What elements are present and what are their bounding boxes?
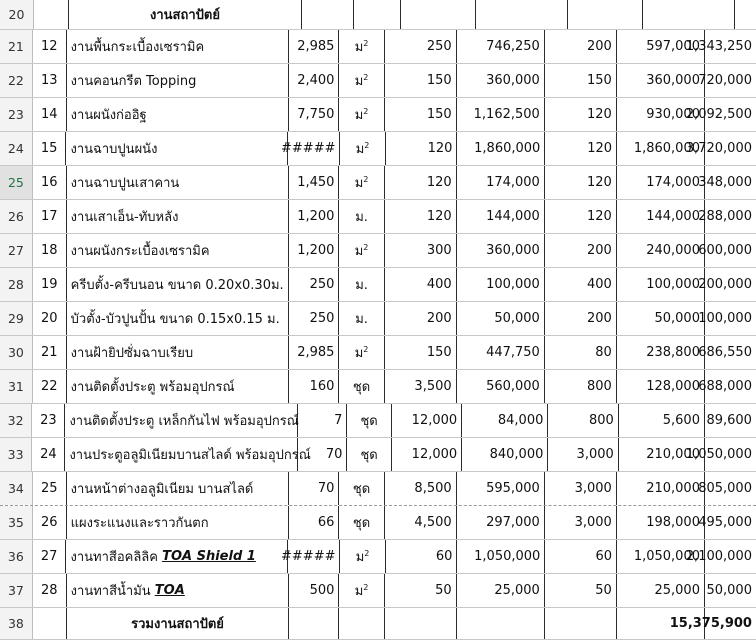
labor-unit-price[interactable]: 50	[545, 574, 617, 607]
row-total[interactable]: 288,000	[698, 209, 752, 224]
quantity[interactable]: 500	[289, 574, 339, 607]
material-total[interactable]: 360,000	[457, 64, 545, 97]
unit-label: ชุด	[360, 448, 378, 463]
table-row[interactable]	[0, 64, 756, 98]
unit[interactable]	[340, 540, 385, 573]
item-description[interactable]: งานฉาบปูนผนัง	[66, 132, 288, 165]
item-number[interactable]: 26	[33, 506, 67, 539]
unit[interactable]	[339, 506, 384, 539]
quantity[interactable]: 1,450	[289, 166, 339, 199]
item-number[interactable]: 14	[33, 98, 67, 131]
unit[interactable]	[339, 234, 384, 267]
material-unit-price[interactable]: 3,500	[385, 370, 457, 403]
material-total[interactable]: 144,000	[457, 200, 545, 233]
quantity[interactable]: 250	[289, 268, 339, 301]
labor-unit-price[interactable]: 3,000	[548, 438, 618, 471]
cell[interactable]	[545, 608, 617, 639]
item-description[interactable]: งานพื้นกระเบื้องเซรามิค	[67, 30, 290, 63]
table-row[interactable]	[0, 302, 756, 336]
row-header[interactable]: 33	[0, 438, 32, 471]
material-unit-price[interactable]: 60	[386, 540, 458, 573]
item-number[interactable]: 12	[33, 30, 67, 63]
summary-label[interactable]: รวมงานสถาปัตย์	[67, 608, 290, 639]
item-number[interactable]: 16	[33, 166, 67, 199]
material-unit-price[interactable]: 200	[385, 302, 457, 335]
item-description[interactable]: งานติดตั้งประตู พร้อมอุปกรณ์	[67, 370, 290, 403]
item-number[interactable]: 18	[33, 234, 67, 267]
cell[interactable]	[385, 608, 457, 639]
cell[interactable]	[735, 0, 756, 29]
unit-exponent: 2	[363, 243, 369, 252]
unit-exponent: 2	[363, 175, 369, 184]
row-total[interactable]: 805,000	[698, 481, 752, 496]
unit-label: ชุด	[352, 482, 371, 497]
unit-label: ม	[354, 244, 364, 259]
labor-total[interactable]: 25,000	[617, 574, 705, 607]
labor-total[interactable]: 50,000	[617, 302, 705, 335]
row-total[interactable]: 2,092,500	[685, 107, 752, 122]
row-header[interactable]: 21	[0, 30, 33, 63]
unit[interactable]	[339, 268, 384, 301]
unit-label: ม.	[355, 312, 368, 327]
unit-exponent: 2	[363, 73, 369, 82]
unit-exponent: 2	[363, 345, 369, 354]
quantity[interactable]: 2,985	[289, 30, 339, 63]
cell[interactable]	[289, 608, 339, 639]
item-description[interactable]: แผงระแนงและราวกันตก	[67, 506, 290, 539]
item-number[interactable]: 25	[33, 472, 67, 505]
quantity[interactable]: #####	[288, 132, 340, 165]
table-row[interactable]	[0, 166, 756, 200]
item-description[interactable]: งานประตูอลูมิเนียมบานสไลด์ พร้อมอุปกรณ์	[65, 438, 298, 471]
unit-label: ม	[354, 176, 364, 191]
labor-unit-price[interactable]: 200	[545, 302, 617, 335]
quantity[interactable]: 1,200	[289, 200, 339, 233]
item-description[interactable]: งานฉาบปูนเสาคาน	[67, 166, 290, 199]
unit[interactable]	[339, 30, 384, 63]
material-unit-price[interactable]: 12,000	[392, 404, 462, 437]
table-row[interactable]	[0, 0, 756, 30]
labor-unit-price[interactable]: 120	[545, 132, 617, 165]
unit-exponent: 2	[364, 141, 370, 150]
cell[interactable]	[568, 0, 643, 29]
item-description[interactable]: งานคอนกรีต Topping	[67, 64, 290, 97]
cell[interactable]	[643, 0, 735, 29]
item-description[interactable]	[66, 540, 288, 573]
item-number[interactable]: 21	[33, 336, 67, 369]
row-header[interactable]: 22	[0, 64, 33, 97]
unit[interactable]	[339, 200, 384, 233]
material-total[interactable]: 1,050,000	[457, 540, 545, 573]
row-header[interactable]: 34	[0, 472, 33, 505]
quantity[interactable]: 160	[289, 370, 339, 403]
item-number[interactable]: 15	[33, 132, 67, 165]
unit-label: ชุด	[352, 516, 371, 531]
item-description[interactable]: งานผนังก่ออิฐ	[67, 98, 290, 131]
labor-total[interactable]: 174,000	[617, 166, 705, 199]
labor-unit-price[interactable]: 150	[545, 64, 617, 97]
labor-total[interactable]: 597,000	[617, 30, 705, 63]
item-number[interactable]: 28	[33, 574, 67, 607]
unit-exponent: 2	[364, 549, 370, 558]
labor-unit-price[interactable]: 120	[545, 98, 617, 131]
material-total[interactable]: 84,000	[462, 404, 548, 437]
cell[interactable]	[401, 0, 476, 29]
material-total[interactable]: 25,000	[457, 574, 545, 607]
unit[interactable]	[339, 64, 384, 97]
table-row[interactable]	[0, 574, 756, 608]
unit-label: ม	[354, 40, 364, 55]
unit[interactable]	[339, 302, 384, 335]
item-description-text: งานทาสีอคลิลิค	[70, 550, 163, 565]
item-description-text: งานทาสีน้ำมัน	[70, 584, 155, 599]
row-header[interactable]: 32	[0, 404, 32, 437]
section-title[interactable]: งานสถาปัตย์	[69, 0, 302, 29]
labor-total[interactable]: 210,000	[619, 438, 705, 471]
row-total[interactable]: 200,000	[698, 277, 752, 292]
summary-row[interactable]	[0, 608, 756, 640]
item-number[interactable]: 23	[32, 404, 65, 437]
row-total[interactable]: 1,050,000	[685, 447, 752, 462]
unit-label: ม	[354, 74, 364, 89]
row-total[interactable]: 720,000	[698, 73, 752, 88]
brand-name: TOA	[154, 583, 185, 598]
material-total[interactable]: 595,000	[457, 472, 545, 505]
material-unit-price[interactable]: 8,500	[385, 472, 457, 505]
unit-exponent: 2	[363, 107, 369, 116]
table-row[interactable]	[0, 234, 756, 268]
material-unit-price[interactable]: 120	[385, 166, 457, 199]
labor-unit-price[interactable]: 200	[545, 234, 617, 267]
item-number[interactable]: 13	[33, 64, 67, 97]
row-total[interactable]: 100,000	[698, 311, 752, 326]
table-row[interactable]	[0, 472, 756, 506]
table-row[interactable]	[0, 404, 756, 438]
item-description[interactable]: บัวตั้ง-บัวปูนปั้น ขนาด 0.15x0.15 ม.	[67, 302, 290, 335]
unit-label: ม	[354, 108, 364, 123]
unit-label: ชุด	[360, 414, 378, 429]
row-header[interactable]: 36	[0, 540, 33, 573]
item-description[interactable]	[67, 574, 290, 607]
labor-unit-price[interactable]: 3,000	[545, 472, 617, 505]
item-description[interactable]: งานผนังกระเบื้องเซรามิค	[67, 234, 290, 267]
labor-unit-price[interactable]: 120	[545, 200, 617, 233]
item-number[interactable]: 17	[33, 200, 67, 233]
unit-label: ม	[355, 550, 365, 565]
table-row[interactable]	[0, 132, 756, 166]
labor-total[interactable]: 128,000	[617, 370, 705, 403]
item-number[interactable]: 20	[33, 302, 67, 335]
row-total[interactable]: 686,550	[698, 345, 752, 360]
quantity[interactable]: 7,750	[289, 98, 339, 131]
item-description[interactable]: งานฝ้ายิปซั่มฉาบเรียบ	[67, 336, 290, 369]
table-row[interactable]	[0, 438, 756, 472]
item-description[interactable]: งานหน้าต่างอลูมิเนียม บานสไลด์	[67, 472, 290, 505]
material-unit-price[interactable]: 4,500	[385, 506, 457, 539]
row-header[interactable]: 29	[0, 302, 33, 335]
unit[interactable]	[339, 574, 384, 607]
unit[interactable]	[339, 370, 384, 403]
material-unit-price[interactable]: 12,000	[392, 438, 462, 471]
material-total[interactable]: 297,000	[457, 506, 545, 539]
labor-total[interactable]: 198,000	[617, 506, 705, 539]
labor-unit-price[interactable]: 200	[545, 30, 617, 63]
material-unit-price[interactable]: 150	[385, 64, 457, 97]
cell[interactable]	[34, 0, 69, 29]
row-total[interactable]: 3,720,000	[685, 141, 752, 156]
material-unit-price[interactable]: 120	[386, 132, 458, 165]
labor-total[interactable]: 5,600	[619, 404, 705, 437]
labor-unit-price[interactable]: 400	[545, 268, 617, 301]
row-total[interactable]: 600,000	[698, 243, 752, 258]
material-unit-price[interactable]: 300	[385, 234, 457, 267]
quantity[interactable]: 70	[289, 472, 339, 505]
material-unit-price[interactable]: 120	[385, 200, 457, 233]
item-number[interactable]: 22	[33, 370, 67, 403]
item-description[interactable]: ครีบตั้ง-ครีบนอน ขนาด 0.20x0.30ม.	[67, 268, 290, 301]
row-total[interactable]: 1,343,250	[685, 39, 752, 54]
quantity[interactable]: 2,400	[289, 64, 339, 97]
row-header[interactable]: 24	[0, 132, 33, 165]
unit[interactable]	[347, 438, 391, 471]
unit-label: ม.	[355, 210, 368, 225]
unit[interactable]	[339, 98, 384, 131]
material-unit-price[interactable]: 150	[385, 336, 457, 369]
quantity[interactable]: 7	[298, 404, 347, 437]
quantity[interactable]: 70	[298, 438, 347, 471]
labor-total[interactable]: 238,800	[617, 336, 705, 369]
cell[interactable]	[354, 0, 401, 29]
unit-label: ชุด	[352, 380, 371, 395]
table-row[interactable]	[0, 506, 756, 540]
unit-exponent: 2	[363, 583, 369, 592]
material-total[interactable]: 560,000	[457, 370, 545, 403]
row-header[interactable]: 35	[0, 506, 33, 539]
table-row[interactable]	[0, 370, 756, 404]
labor-total[interactable]: 1,860,000	[617, 132, 705, 165]
unit[interactable]	[340, 132, 385, 165]
unit[interactable]	[339, 336, 384, 369]
row-header[interactable]: 38	[0, 608, 33, 639]
row-total[interactable]: 50,000	[706, 583, 752, 598]
cell[interactable]	[457, 608, 545, 639]
material-total[interactable]: 1,860,000	[457, 132, 545, 165]
material-total[interactable]: 100,000	[457, 268, 545, 301]
cell[interactable]	[302, 0, 354, 29]
material-total[interactable]: 174,000	[457, 166, 545, 199]
quantity[interactable]: 2,985	[289, 336, 339, 369]
grand-total[interactable]: 15,375,900	[669, 616, 752, 631]
row-header[interactable]: 23	[0, 98, 33, 131]
quantity[interactable]: 250	[289, 302, 339, 335]
quantity[interactable]: #####	[288, 540, 340, 573]
table-row[interactable]	[0, 30, 756, 64]
row-header[interactable]: 26	[0, 200, 33, 233]
item-description[interactable]: งานติดตั้งประตู เหล็กกันไฟ พร้อมอุปกรณ์	[65, 404, 298, 437]
unit-label: ม.	[355, 278, 368, 293]
material-total[interactable]: 50,000	[457, 302, 545, 335]
row-total[interactable]: 348,000	[698, 175, 752, 190]
row-total[interactable]: 495,000	[698, 515, 752, 530]
row-header[interactable]: 37	[0, 574, 33, 607]
unit-label: ม	[354, 346, 364, 361]
row-header[interactable]: 25	[0, 166, 33, 199]
cell[interactable]	[476, 0, 568, 29]
material-unit-price[interactable]: 250	[385, 30, 457, 63]
labor-unit-price[interactable]: 80	[545, 336, 617, 369]
unit-label: ม	[355, 142, 365, 157]
item-number[interactable]: 27	[33, 540, 67, 573]
unit-exponent: 2	[363, 39, 369, 48]
labor-total[interactable]: 240,000	[617, 234, 705, 267]
labor-total[interactable]: 360,000	[617, 64, 705, 97]
labor-total[interactable]: 100,000	[617, 268, 705, 301]
unit[interactable]	[339, 166, 384, 199]
labor-unit-price[interactable]: 3,000	[545, 506, 617, 539]
row-header[interactable]: 31	[0, 370, 33, 403]
item-description[interactable]: งานเสาเอ็น-ทับหลัง	[67, 200, 290, 233]
labor-unit-price[interactable]: 120	[545, 166, 617, 199]
row-header[interactable]: 20	[0, 0, 34, 29]
item-number[interactable]: 19	[33, 268, 67, 301]
material-total[interactable]: 360,000	[457, 234, 545, 267]
material-unit-price[interactable]: 150	[385, 98, 457, 131]
material-total[interactable]: 840,000	[462, 438, 548, 471]
material-total[interactable]: 746,250	[457, 30, 545, 63]
table-row[interactable]	[0, 336, 756, 370]
labor-total[interactable]: 144,000	[617, 200, 705, 233]
labor-unit-price[interactable]: 60	[545, 540, 617, 573]
row-total[interactable]: 2,100,000	[685, 549, 752, 564]
material-total[interactable]: 447,750	[457, 336, 545, 369]
table-row[interactable]	[0, 200, 756, 234]
material-unit-price[interactable]: 400	[385, 268, 457, 301]
labor-total[interactable]: 930,000	[617, 98, 705, 131]
unit[interactable]	[339, 472, 384, 505]
labor-unit-price[interactable]: 800	[545, 370, 617, 403]
row-header[interactable]: 27	[0, 234, 33, 267]
labor-unit-price[interactable]: 800	[548, 404, 618, 437]
material-total[interactable]: 1,162,500	[457, 98, 545, 131]
unit[interactable]	[347, 404, 391, 437]
table-row[interactable]	[0, 268, 756, 302]
quantity[interactable]: 1,200	[289, 234, 339, 267]
item-number[interactable]: 24	[32, 438, 65, 471]
row-total[interactable]: 688,000	[698, 379, 752, 394]
brand-name: TOA Shield 1	[162, 549, 256, 564]
unit-label: ม	[354, 584, 364, 599]
table-row[interactable]	[0, 98, 756, 132]
labor-total[interactable]: 1,050,000	[617, 540, 705, 573]
row-total[interactable]: 89,600	[706, 413, 752, 428]
material-unit-price[interactable]: 50	[385, 574, 457, 607]
row-header[interactable]: 28	[0, 268, 33, 301]
labor-total[interactable]: 210,000	[617, 472, 705, 505]
cell[interactable]	[339, 608, 384, 639]
quantity[interactable]: 66	[289, 506, 339, 539]
table-row[interactable]	[0, 540, 756, 574]
cell[interactable]	[33, 608, 67, 639]
row-header[interactable]: 30	[0, 336, 33, 369]
